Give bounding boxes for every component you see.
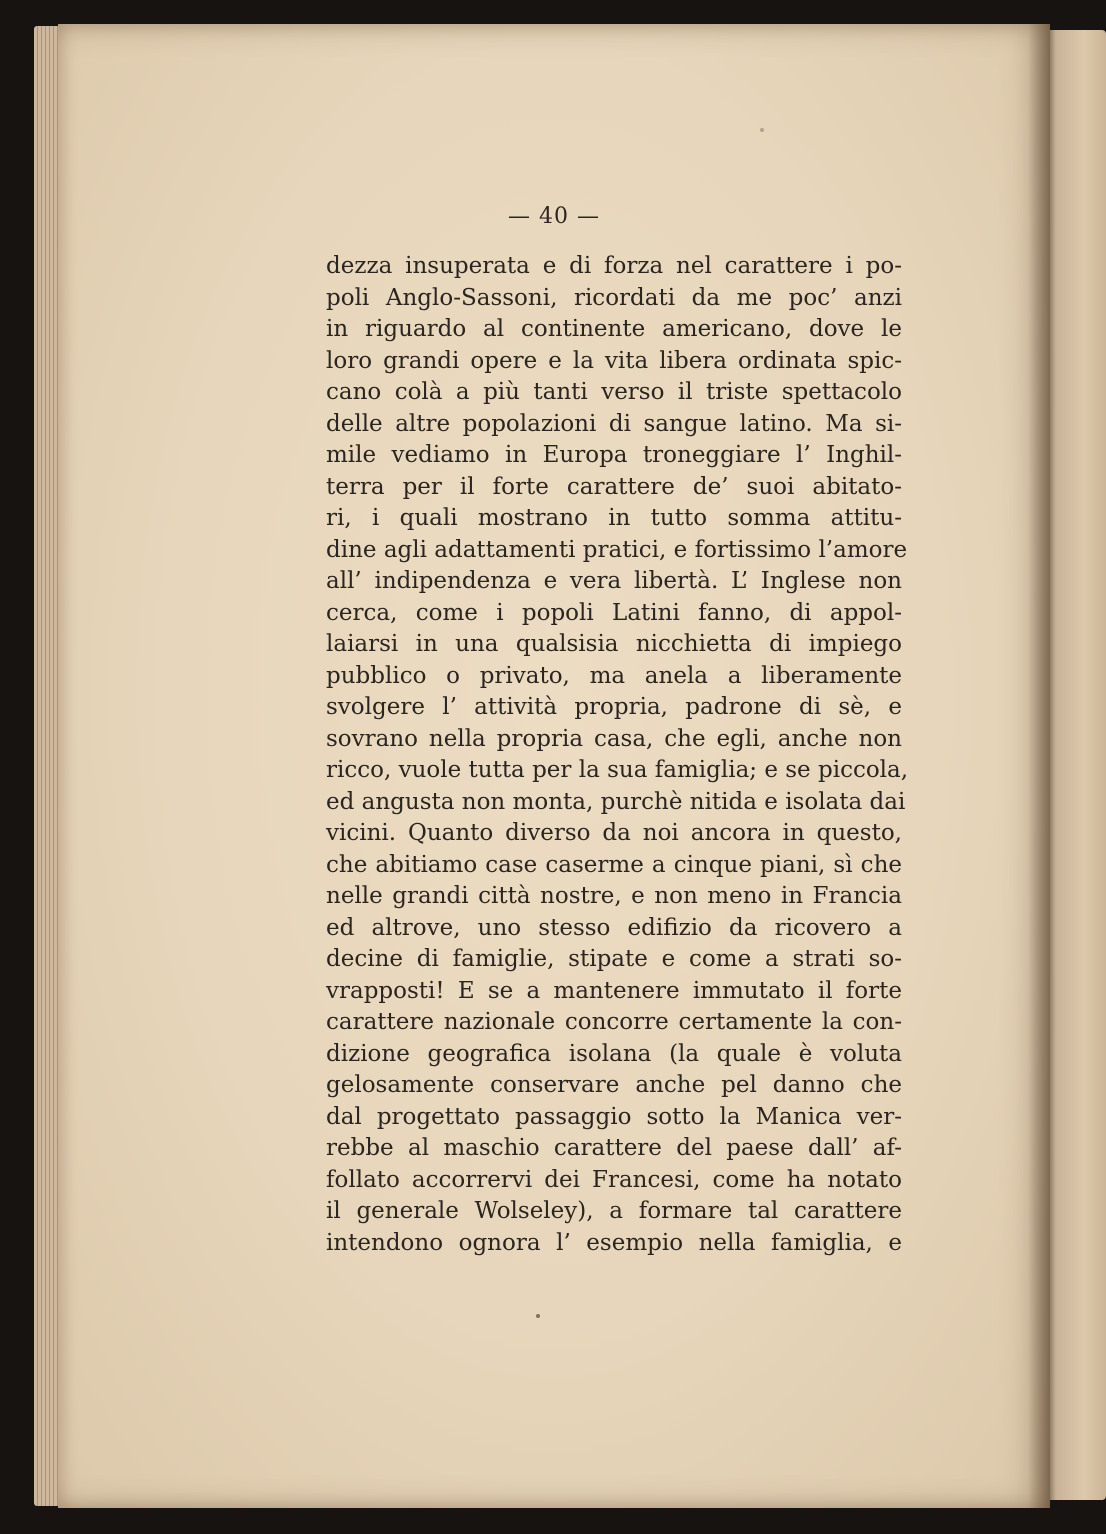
facing-page-edge xyxy=(1044,30,1106,1500)
paper-speck xyxy=(536,1314,540,1318)
text-line: svolgere l’ attività propria, padrone di sè, e xyxy=(326,694,902,720)
text-line: il generale Wolseley), a formare tal carattere xyxy=(326,1198,902,1224)
text-line: nelle grandi città nostre, e non meno in Francia xyxy=(326,883,902,909)
text-line: ed altrove, uno stesso edifizio da ricovero a xyxy=(326,914,902,941)
text-line: follato accorrervi dei Francesi, come ha notato xyxy=(326,1166,902,1193)
text-line: carattere nazionale concorre certamente la con- xyxy=(326,1009,902,1035)
text-line: decine di famiglie, stipate e come a strati so- xyxy=(326,946,902,972)
text-line: vicini. Quanto diverso da noi ancora in questo, xyxy=(326,820,902,846)
text-line: mile vediamo in Europa troneggiare l’ Inghil- xyxy=(326,442,902,468)
text-line: dine agli adattamenti pratici, e fortissimo l’amore xyxy=(326,536,908,563)
text-line: laiarsi in una qualsisia nicchietta di impiego xyxy=(326,631,902,657)
body-text xyxy=(326,251,909,1259)
page-number: — 40 — xyxy=(508,204,600,229)
book-page xyxy=(58,24,1050,1508)
text-line: dezza insuperata e di forza nel carattere i po- xyxy=(326,253,902,279)
text-line: ricco, vuole tutta per la sua famiglia; e se piccola, xyxy=(326,757,909,783)
text-line: all’ indipendenza e vera libertà. L’ Inglese non xyxy=(326,568,902,594)
text-line: ed angusta non monta, purchè nitida e isolata dai xyxy=(326,788,906,815)
text-line: dal progettato passaggio sotto la Manica ver- xyxy=(326,1103,902,1130)
text-line: rebbe al maschio carattere del paese dall’ af- xyxy=(326,1135,902,1161)
text-line: in riguardo al continente americano, dove le xyxy=(326,316,902,342)
text-line: vrapposti! E se a mantenere immutato il forte xyxy=(326,977,902,1004)
text-line: delle altre popolazioni di sangue latino. Ma si- xyxy=(326,410,902,437)
text-line: cano colà a più tanti verso il triste spettacolo xyxy=(326,379,902,405)
text-line: cerca, come i popoli Latini fanno, di appol- xyxy=(326,599,902,626)
text-line: pubblico o privato, ma anela a liberamente xyxy=(326,662,902,689)
text-line: gelosamente conservare anche pel danno che xyxy=(326,1072,902,1098)
text-line: intendono ognora l’ esempio nella famiglia, e xyxy=(326,1229,902,1256)
text-line: che abitiamo case caserme a cinque piani, sì che xyxy=(326,851,902,878)
text-line: loro grandi opere e la vita libera ordinata spic- xyxy=(326,347,902,374)
paper-speck xyxy=(760,128,764,132)
text-line: dizione geografica isolana (la quale è voluta xyxy=(326,1040,902,1067)
text-line: terra per il forte carattere de’ suoi abitato- xyxy=(326,473,902,500)
gutter-shadow xyxy=(1028,24,1050,1508)
text-line: ri, i quali mostrano in tutto somma attitu- xyxy=(326,505,902,531)
text-line: sovrano nella propria casa, che egli, anche non xyxy=(326,725,902,752)
text-line: poli Anglo-Sassoni, ricordati da me poc’ anzi xyxy=(326,284,902,311)
